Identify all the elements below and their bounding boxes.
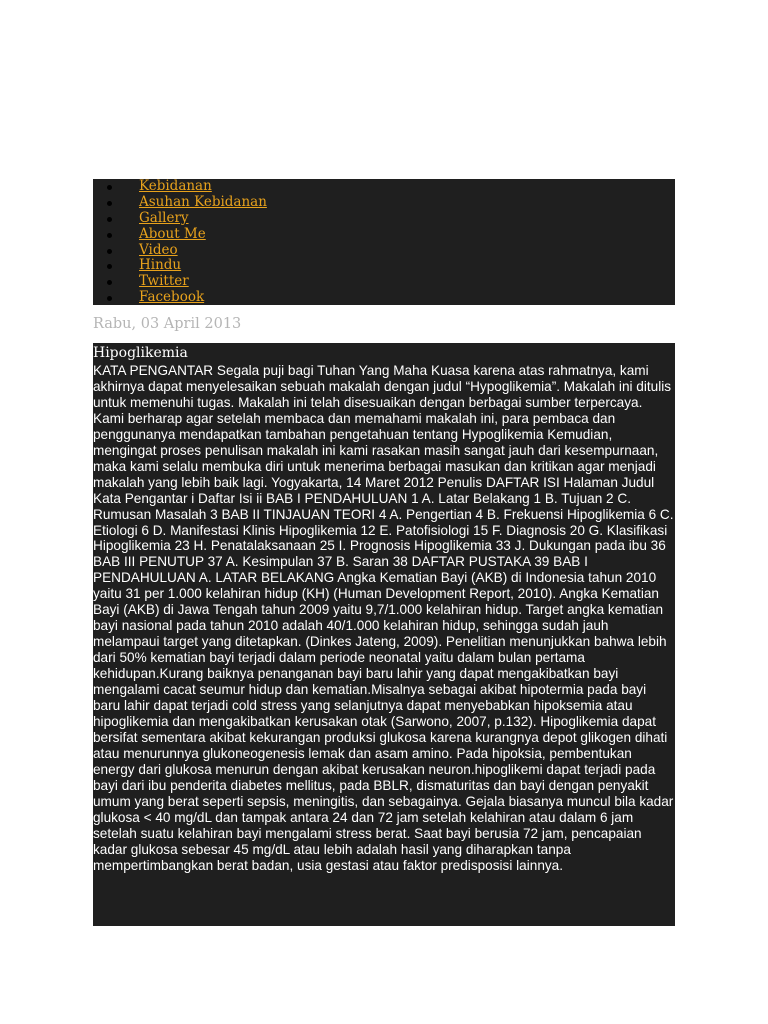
nav-link-video[interactable]: Video [139,241,178,258]
bullet-icon [107,201,112,206]
bullet-icon [107,264,112,269]
navigation-menu [93,179,675,305]
bullet-icon [107,233,112,238]
post-title[interactable]: Hipoglikemia [93,345,188,361]
nav-link-asuhan-kebidanan[interactable]: Asuhan Kebidanan [139,193,267,210]
nav-link-twitter[interactable]: Twitter [139,273,189,290]
nav-item-video [93,243,675,259]
nav-item-facebook [93,290,675,306]
nav-link-hindu[interactable]: Hindu [139,257,182,274]
nav-link-about-me[interactable]: About Me [139,225,206,242]
nav-link-gallery[interactable]: Gallery [139,209,189,226]
bullet-icon [107,185,112,190]
post-article [93,343,675,926]
post-date: Rabu, 03 April 2013 [93,316,242,332]
bullet-icon [107,296,112,301]
nav-item-about-me [93,227,675,243]
nav-item-gallery [93,211,675,227]
nav-link-kebidanan[interactable]: Kebidanan [139,178,212,194]
nav-item-twitter [93,274,675,290]
bullet-icon [107,217,112,222]
bullet-icon [107,280,112,285]
bullet-icon [107,249,112,254]
nav-item-hindu [93,258,675,274]
post-body: KATA PENGANTAR Segala puji bagi Tuhan Yang Maha Kuasa karena atas rahmatnya, kami akhirnya dapat menyelesaikan sebuah makalah dengan judul “Hypoglikemia”. Makalah ini ditulis untuk memenuhi tugas. Makalah ini telah disesuaikan dengan berbagai sumber terpercaya. Kami berharap agar setelah membaca dan memahami makalah ini, para pembaca dan penggunanya mendapatkan tambahan pengetahuan tentang Hypoglikemia Kemudian, mengingat proses penulisan makalah ini kami rasakan masih sangat jauh dari kesempurnaan, maka kami selalu membuka diri untuk menerima berbagai masukan dan kritikan agar menjadi makalah yang lebih baik lagi. Yogyakarta, 14 Maret 2012 Penulis DAFTAR ISI Halaman Judul Kata Pengantar i Daftar Isi ii BAB I PENDAHULUAN 1 A. Latar Belakang 1 B. Tujuan 2 C. Rumusan Masalah 3 BAB II TINJAUAN TEORI 4 A. Pengertian 4 B. Frekuensi Hipoglikemia 6 C. Etiologi 6 D. Manifestasi Klinis Hipoglikemia 12 E. Patofisiologi 15 F. Diagnosis 20 G. Klasifikasi Hipoglikemia 23 H. Penatalaksanaan 25 I. Prognosis Hipoglikemia 33 J. Dukungan pada ibu 36 BAB III PENUTUP 37 A. Kesimpulan 37 B. Saran 38 DAFTAR PUSTAKA 39 BAB I PENDAHULUAN A. LATAR BELAKANG Angka Kematian Bayi (AKB) di Indonesia tahun 2010 yaitu 31 per 1.000 kelahiran hidup (KH) (Human Development Report, 2010). Angka Kematian Bayi (AKB) di Jawa Tengah tahun 2009 yaitu 9,7/1.000 kelahiran hidup. Target angka kematian bayi nasional pada tahun 2010 adalah 40/1.000 kelahiran hidup, sehingga sudah jauh melampaui target yang ditetapkan. (Dinkes Jateng, 2009). Penelitian menunjukkan bahwa lebih dari 50% kematian bayi terjadi dalam periode neonatal yaitu dalam bulan pertama kehidupan.Kurang baiknya penanganan bayi baru lahir yang dapat mengakibatkan bayi mengalami cacat seumur hidup dan kematian.Misalnya sebagai akibat hipotermia pada bayi baru lahir dapat terjadi cold stress yang selanjutnya dapat menyebabkan hipoksemia atau hipoglikemia dan mengakibatkan kerusakan otak (Sarwono, 2007, p.132). Hipoglikemia dapat bersifat sementara akibat kekurangan produksi glukosa karena kurangnya depot glikogen dihati atau menurunnya glukoneogenesis lemak dan asam amino. Pada hipoksia, pembentukan energy dari glukosa menurun dengan akibat kerusakan neuron.hipoglikemi dapat terjadi pada bayi dari ibu penderita diabetes mellitus, pada BBLR, dismaturitas dan bayi dengan penyakit umum yang berat seperti sepsis, meningitis, dan sebagainya. Gejala biasanya muncul bila kadar glukosa < 40 mg/dL dan tampak antara 24 dan 72 jam setelah kelahiran atau dalam 6 jam setelah suatu kelahiran bayi mengalami stress berat. Saat bayi berusia 72 jam, pencapaian kadar glukosa sebesar 45 mg/dL atau lebih adalah hasil yang diharapkan tanpa mempertimbangkan berat badan, usia gestasi atau faktor predisposisi lainnya. [93,363,674,873]
nav-item-asuhan-kebidanan [93,195,675,211]
nav-link-facebook[interactable]: Facebook [139,289,205,306]
nav-list [93,179,675,306]
nav-item-kebidanan [93,179,675,195]
